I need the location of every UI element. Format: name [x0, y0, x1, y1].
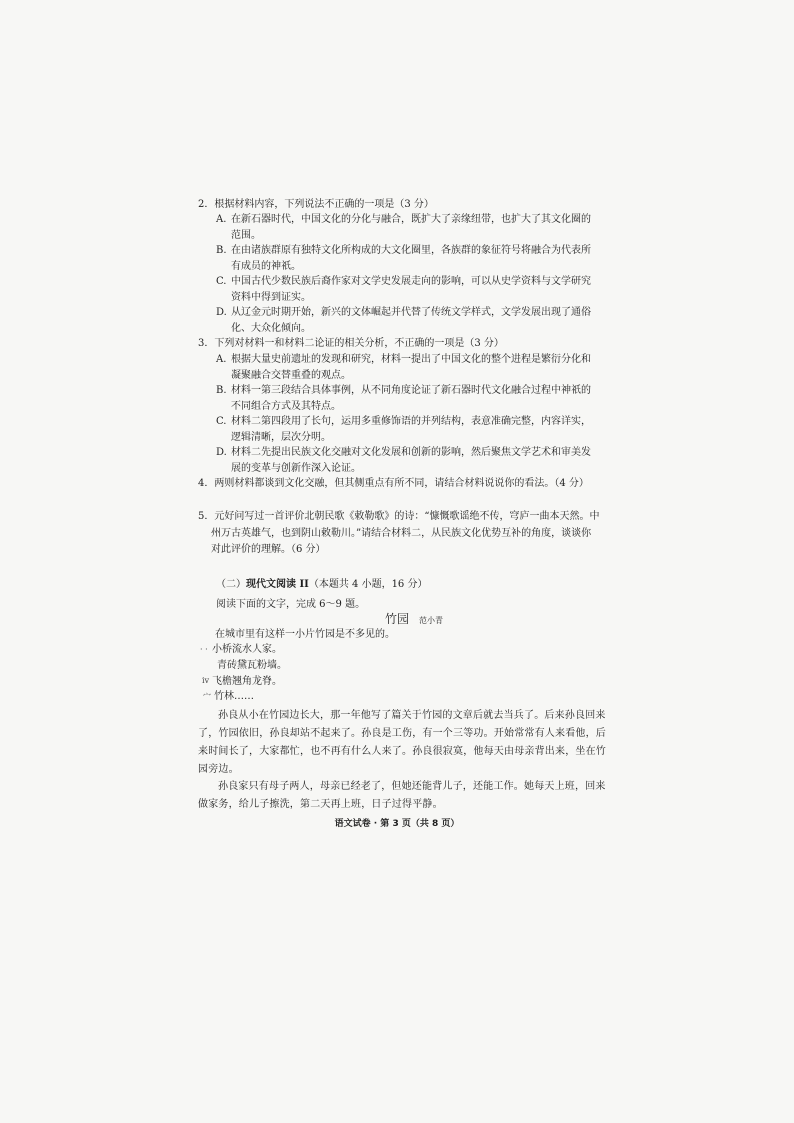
option-text: 在新石器时代，中国文化的分化与融合，既扩大了亲缘纽带，也扩大了其文化圈的 — [231, 214, 591, 225]
question-5-line2: 州万古英雄气，也到阴山敕勒川。”请结合材料二，从民族文化优势互补的角度，谈谈你 — [211, 527, 592, 539]
section-suffix: （本题共 4 小题，16 分） — [308, 579, 428, 590]
margin-mark: 宀 — [203, 692, 211, 701]
paragraph-line: 孙良从小在竹园边长大，那一年他写了篇关于竹园的文章后就去当兵了。后来孙良回来 — [218, 710, 606, 721]
question-5-line3: 对此评价的理解。（6 分） — [211, 544, 326, 555]
question-3-option-a — [216, 352, 616, 383]
option-label: A. — [216, 214, 227, 225]
question-2-option-c — [216, 274, 616, 305]
option-text: 在由诸族群原有独特文化所构成的大文化圈里，各族群的象征符号将融合为代表所 — [231, 245, 591, 256]
question-3-option-c — [216, 414, 616, 445]
question-3-stem: 3．下列对材料一和材料二论证的相关分析，不正确的一项是（3 分） — [198, 338, 504, 349]
question-2-option-d — [216, 305, 616, 336]
question-3-option-d — [216, 445, 616, 476]
option-label: B. — [216, 245, 227, 256]
poem-line: 飞檐翘角龙脊。 — [212, 676, 282, 687]
poem-line: 小桥流水人家。 — [212, 644, 282, 655]
question-2-option-b — [216, 243, 616, 274]
story-paragraph-2 — [198, 778, 613, 814]
option-text-cont: 逻辑清晰，层次分明。 — [231, 431, 331, 443]
story-title: 竹园 — [385, 612, 410, 626]
question-5-line1: 5．元好问写过一首评价北朝民歌《敕勒歌》的诗：“慷慨歌谣绝不传，穹庐一曲本天然。中 — [198, 511, 600, 522]
option-text-cont: 化、大众化倾向。 — [231, 322, 311, 334]
paragraph-line: 了，竹园依旧，孙良却站不起来了。孙良是工伤，有一个三等功。开始常常有人来看他，后 — [198, 728, 606, 739]
option-text: 根据大量史前遗址的发现和研究，材料一提出了中国文化的整个进程是繁衍分化和 — [231, 354, 591, 365]
option-label: D. — [216, 307, 227, 318]
option-text-cont: 范围。 — [231, 229, 261, 241]
margin-mark: · · — [200, 645, 208, 654]
section-instruction: 阅读下面的文字，完成 6～9 题。 — [216, 599, 366, 610]
story-opening-line: 在城市里有这样一小片竹园是不多见的。 — [215, 629, 395, 640]
question-2-stem: 2．根据材料内容，下列说法不正确的一项是（3 分） — [198, 199, 434, 210]
section-prefix: （二） — [216, 579, 246, 590]
option-text-cont: 凝聚融合交替重叠的观点。 — [231, 369, 351, 381]
option-text: 中国古代少数民族后裔作家对文学史发展走向的影响，可以从史学资料与文学研究 — [231, 276, 591, 287]
option-text: 从辽金元时期开始，新兴的文体崛起并代替了传统文学样式，文学发展出现了通俗 — [231, 307, 591, 318]
option-text: 材料一第三段结合具体事例，从不同角度论证了新石器时代文化融合过程中神祇的 — [231, 385, 591, 396]
option-label: C. — [216, 276, 227, 287]
option-text-cont: 资料中得到证实。 — [231, 291, 311, 303]
paragraph-line: 做家务，给儿子擦洗，第二天再上班，日子过得平静。 — [198, 799, 443, 810]
section-name: 现代文阅读 II — [246, 579, 309, 590]
paragraph-line: 园旁边。 — [198, 764, 239, 775]
page-footer: 语文试卷 · 第 3 页（共 8 页） — [334, 819, 460, 829]
paragraph-line: 孙良家只有母子两人，母亲已经老了，但她还能背儿子，还能工作。她每天上班，回来 — [218, 781, 606, 792]
story-author: 范小青 — [419, 616, 444, 625]
story-paragraph-1 — [198, 707, 613, 779]
option-label: C. — [216, 416, 227, 427]
story-title-row — [385, 611, 443, 629]
question-2-option-a — [216, 212, 616, 243]
question-5 — [198, 509, 618, 559]
poem-line: 青砖黛瓦粉墙。 — [217, 660, 287, 671]
question-3-option-b — [216, 383, 616, 414]
option-text-cont: 有成员的神祇。 — [231, 260, 301, 272]
option-text: 材料二第四段用了长句，运用多重修饰语的并列结构，表意准确完整，内容详实， — [231, 416, 591, 427]
margin-mark: ⅳ — [202, 676, 210, 685]
option-label: A. — [216, 354, 227, 365]
poem-line: 竹林…… — [214, 691, 254, 702]
option-label: B. — [216, 385, 227, 396]
section-heading — [216, 577, 427, 592]
option-text-cont: 展的变革与创新作深入论证。 — [231, 462, 361, 474]
option-text: 材料二先提出民族文化交融对文化发展和创新的影响，然后聚焦文学艺术和审美发 — [231, 447, 591, 458]
option-text-cont: 不同组合方式及其特点。 — [231, 400, 341, 412]
paragraph-line: 来时间长了，大家都忙，也不再有什么人来了。孙良很寂寞，他每天由母亲背出来，坐在竹 — [198, 746, 606, 757]
question-4: 4．两则材料都谈到文化交融，但其侧重点有所不同，请结合材料说说你的看法。（4 分） — [198, 478, 589, 489]
option-label: D. — [216, 447, 227, 458]
